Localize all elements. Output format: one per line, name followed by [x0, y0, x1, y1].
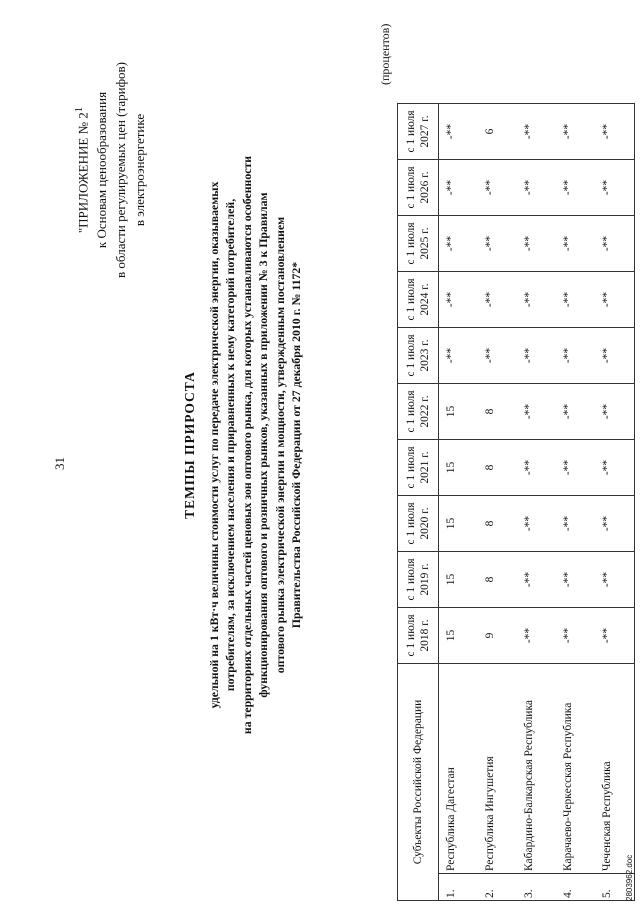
- rate-value-cell: -**: [595, 608, 635, 664]
- rate-value-cell: -**: [517, 328, 556, 384]
- rate-value-cell: -**: [556, 552, 595, 608]
- growth-rates-table: [397, 103, 635, 901]
- document-title: ТЕМПЫ ПРИРОСТА: [182, 371, 197, 519]
- year-column-header: [398, 440, 439, 496]
- subject-column-header: Субъекты Российской Федерации: [398, 664, 439, 901]
- rate-value-cell: -**: [595, 440, 635, 496]
- year-header-year: 2021 г.: [419, 451, 431, 484]
- subtitle-line: удельной на 1 кВт·ч величины стоимости услуг по передаче электрической энергии, оказываемых: [207, 181, 221, 709]
- appendix-line-2: к Основам ценообразования: [94, 91, 110, 249]
- subtitle-line: потребителям, за исключением населения и приравненных к нему категорий потребителей,: [223, 198, 238, 692]
- year-header-prefix: с 1 июля: [405, 558, 417, 601]
- year-header-year: 2022 г.: [419, 395, 431, 428]
- row-number-cell: 4.: [556, 874, 595, 901]
- year-header-year: 2018 г.: [419, 619, 431, 652]
- table-row: [439, 104, 479, 901]
- units-label: (процентов): [378, 23, 392, 85]
- rate-value-cell: -**: [556, 216, 595, 272]
- subject-name-cell: Чеченская Республика: [595, 664, 635, 874]
- rate-value-cell: 15: [439, 608, 479, 664]
- year-header-prefix: с 1 июля: [405, 278, 417, 321]
- rate-value-cell: -**: [556, 328, 595, 384]
- rate-value-cell: 15: [439, 552, 479, 608]
- subtitle-line: на территориях отдельных частей ценовых зон оптового рынка, для которых устанавливаются особенности: [239, 155, 254, 735]
- subject-name-cell: Республика Ингушетия: [478, 664, 517, 874]
- rate-value-cell: -**: [517, 160, 556, 216]
- rate-value-cell: -**: [556, 440, 595, 496]
- rate-value-cell: -**: [517, 552, 556, 608]
- year-column-header: [398, 384, 439, 440]
- year-column-header: [398, 328, 439, 384]
- rate-value-cell: -**: [439, 160, 479, 216]
- year-header-year: 2025 г.: [419, 227, 431, 260]
- rate-value-cell: -**: [556, 384, 595, 440]
- rate-value-cell: -**: [478, 328, 517, 384]
- table-row: [517, 104, 556, 901]
- rate-value-cell: -**: [556, 608, 595, 664]
- year-column-header: [398, 104, 439, 160]
- rate-value-cell: 9: [478, 608, 517, 664]
- year-header-prefix: с 1 июля: [405, 110, 417, 153]
- rate-value-cell: 15: [439, 440, 479, 496]
- year-column-header: [398, 160, 439, 216]
- year-header-year: 2020 г.: [419, 507, 431, 540]
- rate-value-cell: -**: [517, 384, 556, 440]
- rate-value-cell: -**: [517, 272, 556, 328]
- rate-value-cell: -**: [478, 272, 517, 328]
- rate-value-cell: -**: [517, 104, 556, 160]
- year-header-prefix: с 1 июля: [405, 166, 417, 209]
- table-header-row: [398, 104, 439, 901]
- rate-value-cell: 8: [478, 440, 517, 496]
- row-number-cell: 3.: [517, 874, 556, 901]
- year-column-header: [398, 552, 439, 608]
- appendix-title: "ПРИЛОЖЕНИЕ № 2: [75, 112, 91, 234]
- appendix-line-1: [70, 20, 92, 320]
- year-header-year: 2019 г.: [419, 563, 431, 596]
- table-row: [478, 104, 517, 901]
- rate-value-cell: -**: [439, 328, 479, 384]
- rate-value-cell: -**: [517, 440, 556, 496]
- rate-value-cell: -**: [595, 104, 635, 160]
- year-header-year: 2024 г.: [419, 283, 431, 316]
- rate-value-cell: 8: [478, 496, 517, 552]
- rate-value-cell: -**: [439, 104, 479, 160]
- table-row: [595, 104, 635, 901]
- appendix-line-4: в электроэнергетике: [132, 113, 148, 227]
- year-header-year: 2023 г.: [419, 339, 431, 372]
- rate-value-cell: -**: [556, 496, 595, 552]
- rates-table-wrapper: [397, 103, 635, 901]
- document-code: 2803962.doc: [625, 854, 634, 901]
- year-header-year: 2026 г.: [419, 171, 431, 204]
- row-number-cell: 2.: [478, 874, 517, 901]
- rate-value-cell: -**: [478, 160, 517, 216]
- rate-value-cell: -**: [556, 104, 595, 160]
- rate-value-cell: -**: [517, 608, 556, 664]
- year-header-prefix: с 1 июля: [405, 390, 417, 433]
- rate-value-cell: -**: [595, 272, 635, 328]
- row-number-cell: 5.: [595, 874, 635, 901]
- rate-value-cell: 8: [478, 384, 517, 440]
- year-header-prefix: с 1 июля: [405, 334, 417, 377]
- rate-value-cell: -**: [556, 160, 595, 216]
- subject-name-cell: Кабардино-Балкарская Республика: [517, 664, 556, 874]
- rate-value-cell: 15: [439, 384, 479, 440]
- rate-value-cell: -**: [517, 216, 556, 272]
- rate-value-cell: -**: [595, 160, 635, 216]
- year-column-header: [398, 496, 439, 552]
- subject-name-cell: Республика Дагестан: [439, 664, 479, 874]
- year-column-header: [398, 272, 439, 328]
- subject-name-cell: Карачаево-Черкесская Республика: [556, 664, 595, 874]
- year-header-year: 2027 г.: [419, 115, 431, 148]
- rate-value-cell: 15: [439, 496, 479, 552]
- year-header-prefix: с 1 июля: [405, 502, 417, 545]
- subtitle-line: оптового рынка электрической энергии и мощности, утвержденным постановлением: [272, 216, 287, 674]
- rate-value-cell: -**: [595, 216, 635, 272]
- subtitle-line: функционирования оптового и розничных рынков, указанных в приложении № 3 к Правилам: [256, 192, 271, 698]
- year-header-prefix: с 1 июля: [405, 222, 417, 265]
- rate-value-cell: -**: [595, 496, 635, 552]
- rate-value-cell: -**: [556, 272, 595, 328]
- table-body: [439, 104, 635, 901]
- page-number: 31: [52, 457, 67, 470]
- rate-value-cell: -**: [595, 384, 635, 440]
- year-header-prefix: с 1 июля: [405, 446, 417, 489]
- rate-value-cell: -**: [439, 216, 479, 272]
- year-column-header: [398, 608, 439, 664]
- appendix-line-3: в области регулируемых цен (тарифов): [113, 62, 129, 278]
- subtitle-line: Правительства Российской Федерации от 27 декабря 2010 г. № 1172*: [289, 261, 304, 629]
- rate-value-cell: 8: [478, 552, 517, 608]
- rate-value-cell: -**: [478, 216, 517, 272]
- rate-value-cell: -**: [517, 496, 556, 552]
- rate-value-cell: -**: [439, 272, 479, 328]
- row-number-cell: 1.: [439, 874, 479, 901]
- year-header-prefix: с 1 июля: [405, 614, 417, 657]
- rate-value-cell: 6: [478, 104, 517, 160]
- year-column-header: [398, 216, 439, 272]
- table-row: [556, 104, 595, 901]
- rate-value-cell: -**: [595, 328, 635, 384]
- appendix-superscript: 1: [73, 106, 85, 113]
- document-subtitle: [206, 90, 304, 800]
- appendix-header: [70, 20, 149, 320]
- rate-value-cell: -**: [595, 552, 635, 608]
